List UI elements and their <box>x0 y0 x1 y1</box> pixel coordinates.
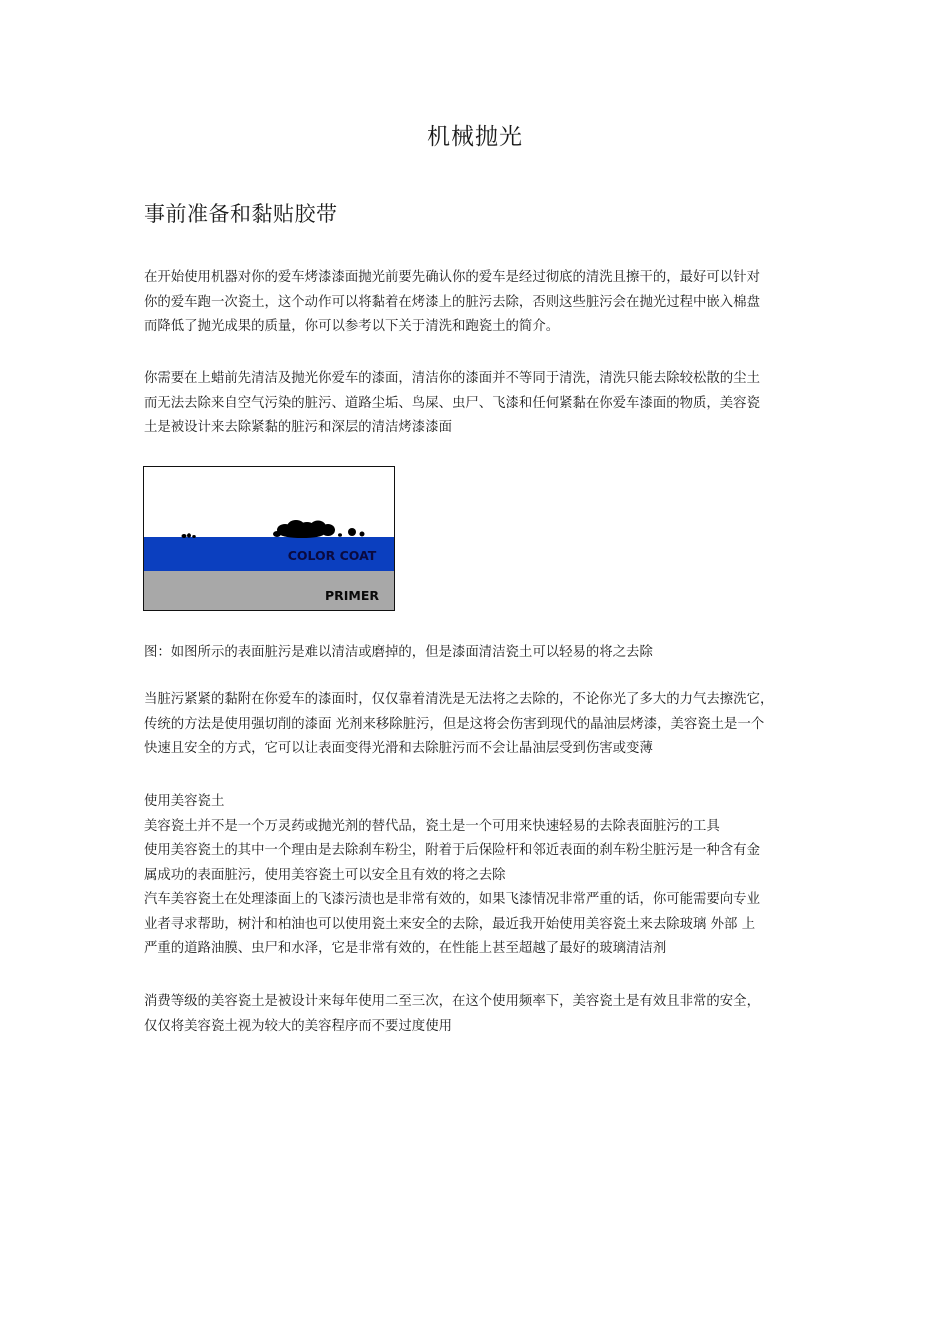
paragraph-line: 汽车美容瓷土在处理漆面上的飞漆污渍也是非常有效的，如果飞漆情况非常严重的话，你可能需要向专业 <box>144 892 760 907</box>
figure-caption <box>144 641 808 666</box>
paragraph-line: 当脏污紧紧的黏附在你爱车的漆面时，仅仅靠着清洗是无法将之去除的，不论你光了多大的力气去擦洗它， <box>144 692 774 707</box>
primer-label: PRIMER <box>324 588 380 603</box>
dirt-particles-small <box>182 533 196 538</box>
paragraph-line: 快速且安全的方式，它可以让表面变得光滑和去除脏污而不会让晶油层受到伤害或变薄 <box>144 741 653 756</box>
paragraph-line: 你的爱车跑一次瓷土，这个动作可以将黏着在烤漆上的脏污去除，否则这些脏污会在抛光过程中嵌入棉盘 <box>144 294 760 310</box>
paragraph-using-clay <box>144 790 808 962</box>
paragraph-line: 你需要在上蜡前先清洁及抛光你爱车的漆面，清洁你的漆面并不等同于清洗，清洗只能去除较松散的尘土 <box>144 371 760 386</box>
section-heading: 事前准备和黏贴胶带 <box>144 202 338 226</box>
paragraph-line: 严重的道路油膜、虫尸和水泽，它是非常有效的，在性能上甚至超越了最好的玻璃清洁剂 <box>144 941 667 956</box>
paragraph-line: 而降低了抛光成果的质量，你可以参考以下关于清洗和跑瓷土的简介。 <box>144 319 560 334</box>
paragraph-line: 消费等级的美容瓷土是被设计来每年使用二至三次，在这个使用频率下，美容瓷土是有效且非常的安全， <box>144 994 760 1009</box>
paragraph-line: 在开始使用机器对你的爱车烤漆漆面抛光前要先确认你的爱车是经过彻底的清洗且擦干的，最好可以针对 <box>144 270 760 285</box>
paragraph-frequency <box>144 990 808 1039</box>
subheading-using-clay: 使用美容瓷土 <box>144 794 225 809</box>
paragraph-line: 而无法去除来自空气污染的脏污、道路尘垢、鸟屎、虫尸、飞漆和任何紧黏在你爱车漆面的物质，美容瓷 <box>144 395 760 411</box>
paint-layers-figure <box>143 466 395 611</box>
paragraph-line: 使用美容瓷土的其中一个理由是去除刹车粉尘，附着于后保险杆和邻近表面的刹车粉尘脏污是一种含有金 <box>144 843 760 858</box>
page-title: 机械抛光 <box>427 124 523 150</box>
paragraph-line: 仅仅将美容瓷土视为较大的美容程序而不要过度使用 <box>144 1018 452 1034</box>
paragraph-traditional-method <box>144 688 808 762</box>
caption-text: 图：如图所示的表面脏污是难以清洁或磨掉的，但是漆面清洁瓷土可以轻易的将之去除 <box>144 645 653 660</box>
color-coat-label: COLOR COAT <box>287 548 377 563</box>
paragraph-cleaning <box>144 367 808 441</box>
paragraph-line: 土是被设计来去除紧黏的脏污和深层的清洁烤漆漆面 <box>144 420 452 435</box>
paragraph-line: 传统的方法是使用强切削的漆面 光剂来移除脏污，但是这将会伤害到现代的晶油层烤漆，美容瓷土是一个 <box>144 716 765 732</box>
paragraph-line: 属成功的表面脏污，使用美容瓷土可以安全且有效的将之去除 <box>144 867 506 883</box>
paint-layers-diagram <box>144 467 394 610</box>
dirt-cluster <box>273 520 365 538</box>
paragraph-line: 美容瓷土并不是一个万灵药或抛光剂的替代品，瓷土是一个可用来快速轻易的去除表面脏污的工具 <box>144 818 720 834</box>
paragraph-line: 业者寻求帮助，树汁和柏油也可以使用瓷土来安全的去除，最近我开始使用美容瓷土来去除玻璃 外部 上 <box>144 916 756 932</box>
paragraph-intro <box>144 266 808 340</box>
